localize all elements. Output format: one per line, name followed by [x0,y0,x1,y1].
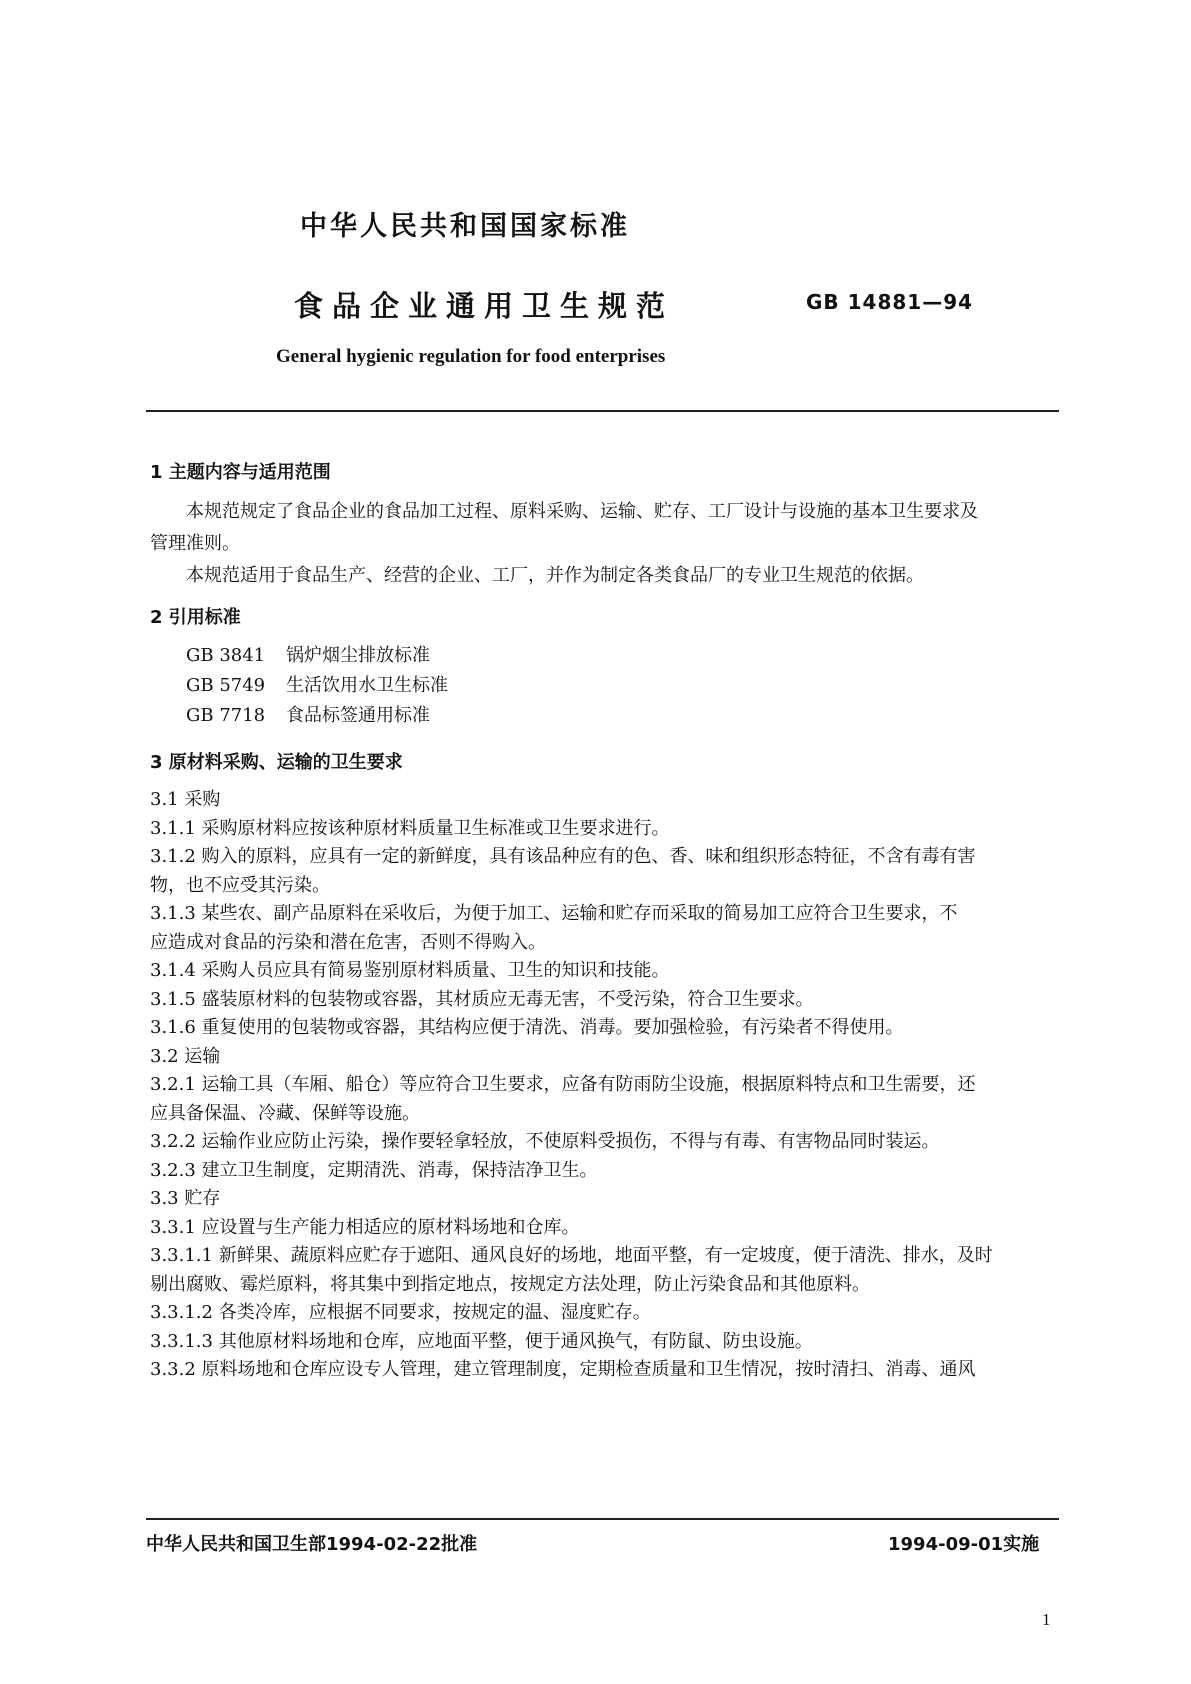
clause-line: 3.3.2 原料场地和仓库应设专人管理，建立管理制度，定期检查质量和卫生情况，按时清扫、消毒、通风 [150,1359,976,1380]
section-1-heading: 1 主题内容与适用范围 [150,462,331,483]
header-divider [146,410,1059,412]
approval-text: 中华人民共和国卫生部1994-02-22批准 [146,1534,478,1555]
clause-line: 3.3.1 应设置与生产能力相适应的原材料场地和仓库。 [150,1216,580,1238]
clause-line: 应具备保温、冷藏、保鲜等设施。 [150,1102,420,1124]
clause-line: 3.2.3 建立卫生制度，定期清洗、消毒，保持洁净卫生。 [150,1159,598,1181]
clause-line: 剔出腐败、霉烂原料，将其集中到指定地点，按规定方法处理，防止污染食品和其他原料。 [150,1273,870,1295]
clause-line: 3.3.1.1 新鲜果、蔬原料应贮存于遮阳、通风良好的场地，地面平整，有一定坡度，便于清洗、排水，及时 [150,1245,993,1266]
clause-line: 应造成对食品的污染和潜在危害，否则不得购入。 [150,931,546,953]
english-title: General hygienic regulation for food enterprises [276,346,666,367]
reference-item [186,641,1096,671]
reference-code: GB 7718 [186,705,266,726]
document-title: 食品企业通用卫生规范 [294,289,675,323]
clause-line: 3.1.2 购入的原料，应具有一定的新鲜度，具有该品种应有的色、香、味和组织形态特征，不含有毒有害 [150,846,976,867]
reference-title: 生活饮用水卫生标准 [286,675,448,696]
clause-line: 3.3.1.2 各类冷库，应根据不同要求，按规定的温、湿度贮存。 [150,1302,651,1323]
section-2-heading: 2 引用标准 [150,607,241,628]
section-3-heading: 3 原材料采购、运输的卫生要求 [150,752,403,773]
clause-line: 3.1 采购 [150,789,221,810]
clause-line: 3.2.2 运输作业应防止污染，操作要轻拿轻放，不使原料受损伤，不得与有毒、有害物品同时装运。 [150,1131,940,1152]
reference-item [186,671,1096,701]
clause-line: 3.1.6 重复使用的包装物或容器，其结构应便于清洗、消毒。要加强检验，有污染者不得使用。 [150,1017,904,1038]
implementation-date: 1994-09-01实施 [888,1534,1040,1555]
clause-line: 3.2 运输 [150,1045,221,1067]
reference-title: 食品标签通用标准 [286,705,430,726]
section-1-para-1-line-1: 本规范规定了食品企业的食品加工过程、原料采购、运输、贮存、工厂设计与设施的基本卫生要求及 [186,501,978,522]
footer-divider [146,1518,1059,1520]
reference-title: 锅炉烟尘排放标准 [286,645,430,666]
clause-line: 3.1.4 采购人员应具有简易鉴别原材料质量、卫生的知识和技能。 [150,960,670,981]
section-1-para-2: 本规范适用于食品生产、经营的企业、工厂，并作为制定各类食品厂的专业卫生规范的依据。 [186,565,924,586]
page-number: 1 [1042,1610,1051,1629]
reference-list [186,641,1096,731]
clause-line: 物，也不应受其污染。 [150,874,330,896]
clause-line: 3.1.5 盛装原材料的包装物或容器，其材质应无毒无害，不受污染，符合卫生要求。 [150,988,814,1010]
clause-line: 3.1.1 采购原材料应按该种原材料质量卫生标准或卫生要求进行。 [150,817,670,839]
reference-code: GB 5749 [186,675,266,696]
section-1-para-1-line-2: 管理准则。 [150,533,240,554]
reference-code: GB 3841 [186,645,266,666]
clause-line: 3.1.3 某些农、副产品原料在采收后，为便于加工、运输和贮存而采取的简易加工应符合卫生要求，不 [150,903,958,924]
clause-line: 3.3.1.3 其他原材料场地和仓库，应地面平整，便于通风换气，有防鼠、防虫设施。 [150,1330,813,1352]
standard-number: GB 14881—94 [806,290,974,314]
reference-item [186,701,1096,731]
section-1-body [150,496,1060,592]
section-3-body [150,786,1060,1385]
clause-line: 3.3 贮存 [150,1188,221,1209]
national-standard-label: 中华人民共和国国家标准 [300,211,630,242]
clause-line: 3.2.1 运输工具（车厢、船仓）等应符合卫生要求，应备有防雨防尘设施，根据原料特点和卫生需要，还 [150,1074,976,1095]
